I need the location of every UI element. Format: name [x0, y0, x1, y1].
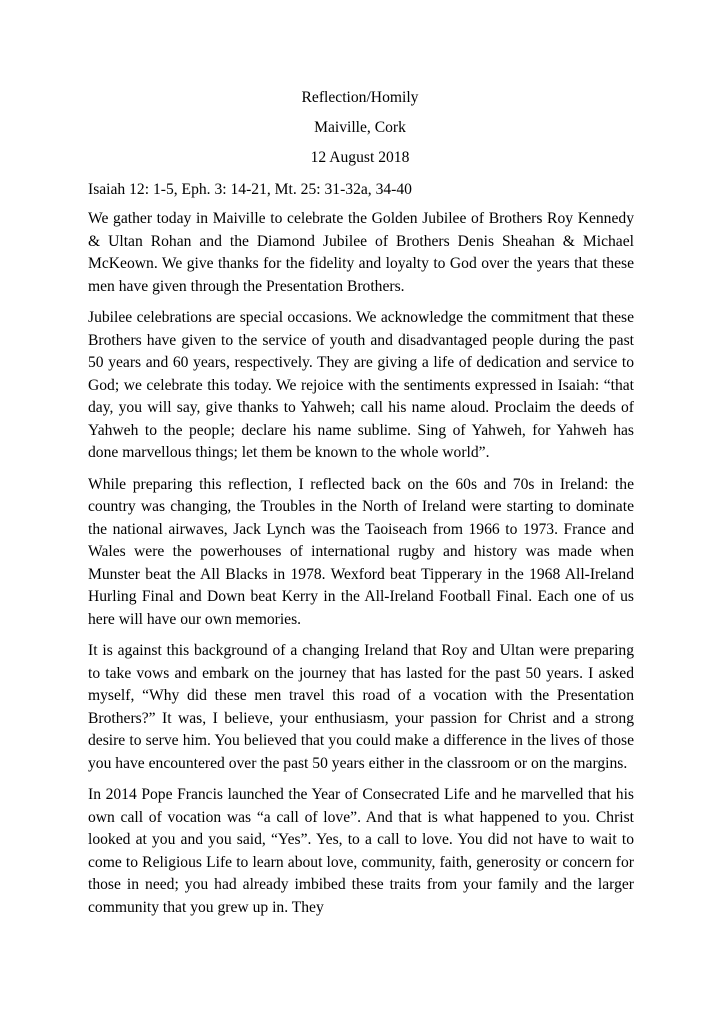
paragraph-1: We gather today in Maiville to celebrate the Golden Jubilee of Brothers Roy Kennedy & Ultan Rohan and the Diamond Jubilee of Brothers Denis Sheahan & Michael McKeown. We give thanks for the fidelity and loyalty to God over the years that these men have given through the Presentation Brothers. [88, 210, 634, 295]
document-location: Maiville, Cork [314, 119, 406, 136]
document-date: 12 August 2018 [310, 149, 410, 166]
paragraph-5: In 2014 Pope Francis launched the Year of Consecrated Life and he marvelled that his own call of vocation was “a call of love”. And that is what happened to you. Christ looked at you and you said, “Yes”. Yes, to a call to love. You did not have to wait to come to Religious Life to learn about love, community, faith, generosity or concern for those in need; you had already imbibed these traits from your family and the larger community that you grew up in. They [88, 786, 634, 916]
paragraph-2: Jubilee celebrations are special occasions. We acknowledge the commitment that these Brothers have given to the service of youth and disadvantaged people during the past 50 years and 60 years, respectively. They are giving a life of dedication and service to God; we celebrate this today. We rejoice with the sentiments expressed in Isaiah: “that day, you will say, give thanks to Yahweh; call his name aloud. Proclaim the deeds of Yahweh to the people; declare his name sublime. Sing of Yahweh, for Yahweh has done marvellous things; let them be known to the whole world”. [88, 309, 634, 461]
document-title: Reflection/Homily [301, 89, 419, 106]
paragraph-3: While preparing this reflection, I reflected back on the 60s and 70s in Ireland: the country was changing, the Troubles in the North of Ireland were starting to dominate the national airwaves, Jack Lynch was the Taoiseach from 1966 to 1973. France and Wales were the powerhouses of international rugby and history was made when Munster beat the All Blacks in 1978. Wexford beat Tipperary in the 1968 All-Ireland Hurling Final and Down beat Kerry in the All-Ireland Football Final. Each one of us here will have our own memories. [88, 475, 634, 628]
homily-body [88, 208, 634, 928]
scripture-readings: Isaiah 12: 1-5, Eph. 3: 14-21, Mt. 25: 31-32a, 34-40 [88, 181, 412, 198]
paragraph-4: It is against this background of a changing Ireland that Roy and Ultan were preparing to take vows and embark on the journey that has lasted for the past 50 years. I asked myself, “Why did these men travel this road of a vocation with the Presentation Brothers?” It was, I believe, your enthusiasm, your passion for Christ and a strong desire to serve him. You believed that you could make a difference in the lives of those you have encountered over the past 50 years either in the classroom or on the margins. [88, 642, 634, 772]
